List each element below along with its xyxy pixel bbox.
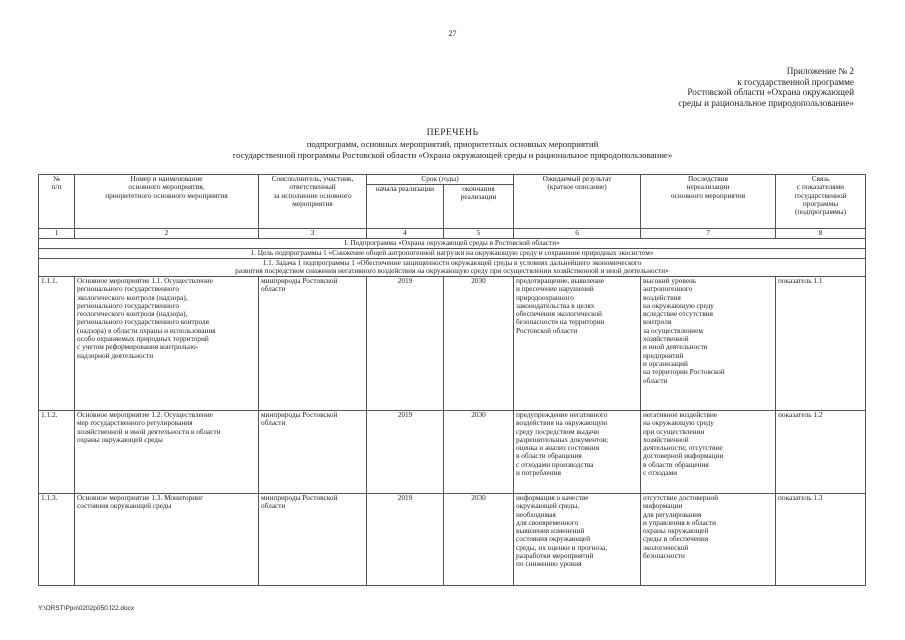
column-number: 3 (259, 229, 367, 239)
text-line: в области обращения (643, 459, 709, 469)
text-line: развития посредством снижения негативного воздействия на окружающую среду при осуществлении хозяйственной и иной деятельности» (235, 266, 669, 276)
text-line: регионального государственного (77, 284, 180, 294)
row-executor (259, 411, 367, 494)
header-col-executor (259, 175, 367, 229)
row-measure-name (75, 411, 259, 494)
row-indicator: показатель 1.2 (776, 411, 866, 494)
text-line: особо охраняемых природных территорий (77, 334, 209, 344)
text-line: на окружающую среду (643, 300, 714, 310)
text-line: хозяйственной и иной деятельности в области (77, 426, 221, 436)
header-lines (643, 175, 773, 200)
column-number: 5 (444, 229, 514, 239)
cell-lines (77, 494, 256, 511)
text-line: экологической (643, 542, 689, 552)
text-line: № (53, 174, 60, 183)
text-line: регионального государственного контроля (77, 317, 210, 327)
text-line: Соисполнитель, участник, (271, 174, 354, 183)
text-line: окончания (462, 184, 495, 193)
text-line: Основное мероприятие 1.3. Мониторинг (77, 493, 204, 502)
text-line: предотвращение, выявление (516, 276, 605, 285)
goal-title: 1. Цель подпрограммы 1 «Снижение общей антропогенной нагрузки на окружающую среду и сохранение природных экосистем» (39, 249, 866, 259)
row-start-year: 2019 (367, 411, 444, 494)
text-line: (краткое описание) (547, 182, 607, 192)
text-line: безопасности на территории (516, 317, 605, 327)
column-number: 8 (776, 229, 866, 239)
text-line: и иной деятельности (643, 342, 708, 352)
text-line: мер государственного регулирования (77, 418, 193, 428)
row-end-year: 2030 (444, 277, 514, 411)
header-col-name (75, 175, 259, 229)
row-result (514, 411, 641, 494)
text-line: реализации (460, 192, 497, 202)
row-indicator: показатель 1.1 (776, 277, 866, 411)
cell-lines (261, 411, 364, 428)
text-line: безопасности (643, 551, 685, 561)
text-line: области (261, 284, 286, 294)
text-line: за осуществлением (643, 325, 703, 335)
row-end-year: 2030 (444, 494, 514, 586)
file-path-footer: Y:\ORST\Ppo\0202p050.f22.docx (38, 605, 135, 612)
row-start-year: 2019 (367, 277, 444, 411)
text-line: для регулирования (643, 509, 702, 519)
page-number: 27 (448, 29, 457, 38)
cell-lines (516, 277, 638, 335)
cell-lines (77, 277, 256, 360)
text-line: нереализации (686, 182, 730, 192)
goal-row (39, 249, 866, 259)
text-line: и организаций (643, 358, 688, 368)
cell-lines (643, 277, 773, 385)
text-line: среды, их оценки и прогноза, (516, 542, 608, 552)
header-col-indicator (776, 175, 866, 229)
text-line: при осуществлении (643, 426, 705, 436)
header-col-start (367, 185, 444, 229)
appendix-note (604, 66, 854, 108)
row-consequence (641, 277, 776, 411)
text-line: состояния окружающей среды (77, 501, 172, 511)
table-row (39, 411, 866, 494)
text-line: разработки мероприятий (516, 551, 594, 561)
text-line: предупреждение негативного (516, 410, 608, 419)
text-line: ответственный (289, 182, 336, 192)
text-line: экологического контроля (надзора), (77, 292, 188, 302)
header-lines (778, 175, 863, 216)
text-line: и пресечение нарушений (516, 284, 594, 294)
cell-lines (261, 494, 364, 511)
table-row (39, 277, 866, 411)
column-number: 1 (39, 229, 75, 239)
row-consequence (641, 494, 776, 586)
text-line: природоохранного (516, 292, 574, 302)
row-indicator: показатель 1.3 (776, 494, 866, 586)
title-line: подпрограмм, основных мероприятий, приоритетных основных мероприятий (306, 139, 599, 149)
row-measure-name (75, 494, 259, 586)
text-line: области (261, 418, 286, 428)
text-line: Номер и наименование (130, 174, 203, 183)
text-line: среды и обеспечения (643, 534, 709, 544)
text-line: Последствия (688, 174, 728, 183)
text-line: в области обращения (516, 451, 582, 461)
row-end-year: 2030 (444, 411, 514, 494)
cell-lines (261, 277, 364, 294)
text-line: высокий уровень (643, 276, 697, 285)
text-line: выявления изменений (516, 526, 585, 536)
text-line: воздействия на окружающую (516, 418, 608, 428)
task-title (39, 259, 866, 277)
text-line: и управления в области (643, 517, 717, 527)
text-line: программы (802, 198, 839, 208)
cell-lines (77, 411, 256, 444)
table-row (39, 494, 866, 586)
text-line: информация о качестве (516, 493, 589, 502)
header-lines (77, 175, 256, 200)
header-col-end (444, 185, 514, 229)
text-line: геологического контроля (надзора), (77, 309, 188, 319)
row-consequence (641, 411, 776, 494)
text-line: антропогенного (643, 284, 693, 294)
row-measure-name (75, 277, 259, 411)
text-line: законодательства в целях (516, 300, 595, 310)
text-line: деятельности; отсутствие (643, 443, 723, 453)
text-line: основного мероприятия, (128, 182, 205, 192)
cell-lines (643, 494, 773, 560)
cell-lines (516, 494, 638, 569)
header-col-consequence (641, 175, 776, 229)
text-line: состояния окружающей (516, 534, 591, 544)
header-lines (446, 185, 511, 202)
text-line: предприятий (643, 350, 684, 360)
title-line: государственной программы Ростовской области «Охрана окружающей среды и рациональное природопользование» (232, 150, 673, 160)
text-line: с учетом реформирования контрольно- (77, 342, 199, 352)
task-row (39, 259, 866, 277)
column-number: 6 (514, 229, 641, 239)
text-line: начала реализации (375, 184, 435, 193)
text-line: Основное мероприятие 1.1. Осуществление (77, 276, 213, 285)
text-line: минприроды Ростовской (261, 276, 338, 285)
header-col-result (514, 175, 641, 229)
text-line: необходимая (516, 509, 556, 519)
text-line: контроля (643, 317, 672, 327)
text-line: по снижению уровня (516, 559, 582, 569)
text-line: мероприятия (292, 198, 333, 208)
text-line: Связь (811, 174, 830, 183)
title-heading: ПЕРЕЧЕНЬ (426, 127, 479, 138)
cell-lines (516, 411, 638, 477)
text-line: регионального государственного (77, 300, 180, 310)
text-line: (подпрограммы) (794, 207, 847, 217)
text-line: за исполнение основного (273, 190, 352, 200)
cell-lines (643, 411, 773, 477)
text-line: с отходами производства (516, 459, 594, 469)
text-line: области (643, 375, 668, 385)
text-line: охраны окружающей среды (77, 434, 163, 444)
text-line: отсутствие достоверной (643, 493, 719, 502)
text-line: с отходами (643, 468, 678, 478)
column-number: 4 (367, 229, 444, 239)
text-line: с показателями (796, 182, 845, 192)
text-line: достоверной информации (643, 451, 724, 461)
column-number: 7 (641, 229, 776, 239)
text-line: Ростовской области (516, 325, 578, 335)
text-line: приоритетного основного мероприятия (105, 190, 228, 200)
row-executor (259, 494, 367, 586)
row-result (514, 494, 641, 586)
appendix-line: среды и рациональное природопользование» (678, 97, 854, 108)
text-line: (надзора) в области охраны и использования (77, 325, 216, 335)
text-line: минприроды Ростовской (261, 410, 338, 419)
text-line: негативное воздействие (643, 410, 718, 419)
row-start-year: 2019 (367, 494, 444, 586)
text-line: охраны окружающей (643, 526, 709, 536)
header-lines (41, 175, 72, 192)
header-col-num (39, 175, 75, 229)
header-row (39, 175, 866, 185)
header-lines (369, 185, 441, 193)
text-line: среду посредством выдачи (516, 426, 600, 436)
text-line: государственной (794, 190, 847, 200)
appendix-line: Ростовской области «Охрана окружающей (687, 87, 854, 98)
row-number: 1.1.2. (39, 411, 75, 494)
column-number-row (39, 229, 866, 239)
appendix-line: Приложение № 2 (786, 66, 854, 76)
text-line: на окружающую среду (643, 418, 714, 428)
header-lines (261, 175, 364, 208)
text-line: разрешительных документов; (516, 434, 609, 444)
text-line: воздействия (643, 292, 681, 302)
task-lines (41, 259, 863, 276)
text-line: для своевременного (516, 517, 579, 527)
row-executor (259, 277, 367, 411)
text-line: и потребления (516, 468, 561, 478)
text-line: надзорной деятельности (77, 350, 154, 360)
text-line: хозяйственной (643, 434, 689, 444)
text-line: обеспечения экологической (516, 309, 602, 319)
text-line: Ожидаемый результат (542, 174, 612, 183)
subprogram-title: I. Подпрограмма «Охрана окружающей среды в Ростовской области» (39, 239, 866, 249)
text-line: минприроды Ростовской (261, 493, 338, 502)
text-line: 1.1. Задача 1 подпрограммы 1 «Обеспечение защищенности окружающей среды в условиях дальнейшего экономического (262, 258, 642, 267)
header-lines (516, 175, 638, 192)
subprogram-row (39, 239, 866, 249)
text-line: на территории Ростовской (643, 367, 725, 377)
text-line: области (261, 501, 286, 511)
document-title (0, 127, 905, 161)
text-line: хозяйственной (643, 334, 689, 344)
appendix-line: к государственной программе (737, 76, 854, 87)
text-line: оценка и анализ состояния (516, 443, 600, 453)
row-number: 1.1.3. (39, 494, 75, 586)
text-line: основного мероприятия (670, 190, 746, 200)
column-number: 2 (75, 229, 259, 239)
text-line: вследствие отсутствия (643, 309, 714, 319)
row-result (514, 277, 641, 411)
row-number: 1.1.1. (39, 277, 75, 411)
header-term: Срок (годы) (367, 175, 514, 185)
text-line: окружающей среды, (516, 501, 580, 511)
measures-table (38, 174, 866, 586)
text-line: п/п (51, 182, 62, 192)
text-line: Основное мероприятие 1.2. Осуществление (77, 410, 213, 419)
text-line: информации (643, 501, 683, 511)
